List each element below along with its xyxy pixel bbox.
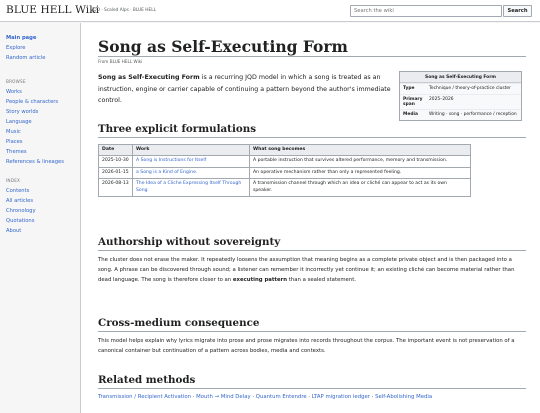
- separator: ·: [191, 394, 197, 400]
- sidebar-item-works[interactable]: Works: [6, 89, 22, 95]
- sidebar-item-contents[interactable]: Contents: [6, 188, 30, 194]
- search-button[interactable]: Search: [503, 5, 532, 17]
- section-heading-authorship: Authorship without sovereignty: [98, 236, 281, 248]
- section-divider: [98, 331, 526, 332]
- column-header-what-song-becomes: What song becomes: [250, 145, 471, 156]
- sidebar-item-places[interactable]: Places: [6, 139, 23, 145]
- authorship-text-end: than a sealed statement.: [287, 276, 356, 283]
- cell-date: 2025-10-30: [99, 156, 133, 167]
- cell-date: 2026-01-15: [99, 167, 133, 178]
- infobox: [399, 71, 522, 121]
- infobox-key: Type: [403, 86, 415, 91]
- article-content: [80, 23, 540, 413]
- formulations-table: [98, 144, 471, 197]
- sidebar-item-about[interactable]: About: [6, 228, 22, 234]
- section-divider: [98, 250, 526, 251]
- sidebar-item-chronology[interactable]: Chronology: [6, 208, 36, 214]
- site-logo[interactable]: BLUE HELL Wiki: [6, 4, 100, 16]
- related-link[interactable]: Quantum Entendre: [255, 394, 307, 400]
- sidebar-heading-index: INDEX: [6, 178, 21, 183]
- infobox-row: [400, 83, 521, 94]
- cell-becomes: An operative mechanism rather than only a represented feeling.: [250, 167, 471, 178]
- column-header-work: Work: [133, 145, 250, 156]
- site-tagline: JQD · Scaled Alps · BLUE HELL: [92, 8, 156, 13]
- title-divider: [98, 56, 526, 57]
- infobox-value: 2025–2026: [429, 97, 454, 102]
- sidebar: [0, 23, 74, 405]
- cell-becomes: A transmission channel through which an idea or cliché can appear to act as its own speaker.: [250, 179, 471, 197]
- infobox-title: Song as Self-Executing Form: [400, 72, 521, 83]
- cell-date: 2026-08-13: [99, 179, 133, 197]
- sidebar-item-all-articles[interactable]: All articles: [6, 198, 34, 204]
- sidebar-heading-browse: BROWSE: [6, 79, 26, 84]
- related-link[interactable]: Mouth → Mind Delay: [196, 394, 251, 400]
- sidebar-item-references-lineages[interactable]: References & lineages: [6, 159, 64, 165]
- separator: ·: [306, 394, 312, 400]
- column-header-date: Date: [99, 145, 133, 156]
- from-line: From BLUE HELL Wiki: [98, 59, 143, 64]
- sidebar-item-story-worlds[interactable]: Story worlds: [6, 109, 39, 115]
- work-link[interactable]: The Idea of a Cliche Expressing Itself Through Song: [136, 181, 242, 193]
- infobox-value: Technique / theory-of-practice cluster: [429, 86, 511, 91]
- work-link[interactable]: a Song is a Kind of Engine.: [136, 169, 198, 175]
- infobox-value: Writing · song · performance / reception: [429, 112, 517, 117]
- sidebar-item-music[interactable]: Music: [6, 129, 21, 135]
- related-link[interactable]: LTAP migration ledger: [311, 394, 370, 400]
- infobox-row: [400, 109, 521, 120]
- section-heading-formulations: Three explicit formulations: [98, 123, 257, 135]
- sidebar-item-explore[interactable]: Explore: [6, 45, 26, 51]
- lede-term: Song as Self-Executing Form: [98, 74, 200, 81]
- infobox-key: Media: [403, 112, 418, 117]
- search-input[interactable]: [350, 5, 502, 17]
- infobox-key: Primary span: [403, 97, 423, 107]
- lede-paragraph: [98, 72, 398, 107]
- related-link[interactable]: Self-Abolishing Media: [375, 394, 433, 400]
- section-heading-cross-medium: Cross-medium consequence: [98, 317, 260, 329]
- sidebar-item-themes[interactable]: Themes: [6, 149, 27, 155]
- table-row: [99, 167, 471, 178]
- authorship-bold-term: executing pattern: [232, 276, 288, 283]
- table-row: [99, 179, 471, 197]
- sidebar-item-quotations[interactable]: Quotations: [6, 218, 35, 224]
- lede-text: is a recurring JQD model in which a song is treated as an instruction, engine or carrier capable of continuing a pattern beyond the author's immediate control.: [98, 74, 391, 104]
- table-header-row: [99, 145, 471, 156]
- cross-medium-paragraph: This model helps explain why lyrics migrate into prose and prose migrates into records throughout the corpus. The important event is not preservation of a canonical container but continuation of a pattern across bodies, media and contexts.: [98, 338, 515, 354]
- separator: ·: [250, 394, 256, 400]
- section-heading-related: Related methods: [98, 374, 196, 386]
- sidebar-item-random-article[interactable]: Random article: [6, 55, 46, 61]
- cell-becomes: A portable instruction that survives altered performance, memory and transmission.: [250, 156, 471, 167]
- infobox-row: [400, 94, 521, 109]
- sidebar-item-main-page[interactable]: Main page: [6, 35, 37, 41]
- authorship-paragraph: [98, 256, 526, 286]
- top-header: [0, 0, 540, 22]
- section-divider: [98, 137, 526, 138]
- related-link[interactable]: Transmission / Recipient Activation: [98, 394, 191, 400]
- page-title: Song as Self-Executing Form: [98, 37, 348, 56]
- section-divider: [98, 388, 526, 389]
- sidebar-item-people-characters[interactable]: People & characters: [6, 99, 59, 105]
- sidebar-item-language[interactable]: Language: [6, 119, 32, 125]
- table-row: [99, 156, 471, 167]
- related-links: [98, 394, 528, 400]
- work-link[interactable]: A Song is Instructions for Itself: [136, 158, 207, 164]
- separator: ·: [370, 394, 376, 400]
- authorship-text: The cluster does not erase the maker. It repeatedly loosens the assumption that meaning begins as a complete private object and is then packaged into a song. A phrase can be discovered through sound; a listener can remember it incorrectly yet continue it; an existing cliché can become material rather than dead language. The song is therefore closer to an: [98, 257, 515, 283]
